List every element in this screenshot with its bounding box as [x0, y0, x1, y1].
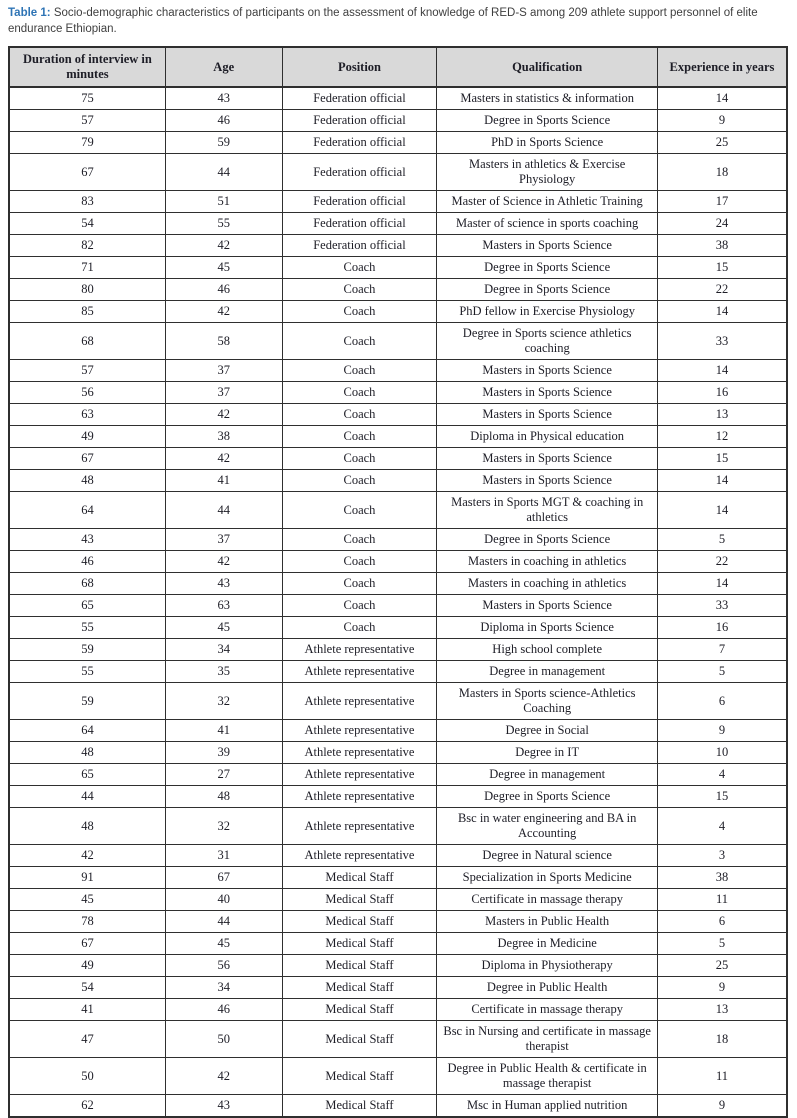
cell-duration: 42 — [9, 845, 165, 867]
cell-position: Medical Staff — [282, 1095, 437, 1118]
table-row — [9, 639, 787, 661]
cell-position: Medical Staff — [282, 889, 437, 911]
table-row — [9, 845, 787, 867]
cell-age: 41 — [165, 720, 282, 742]
table-row — [9, 808, 787, 845]
table-row — [9, 1095, 787, 1118]
table-row — [9, 448, 787, 470]
cell-age: 42 — [165, 301, 282, 323]
table-row — [9, 617, 787, 639]
cell-experience: 18 — [657, 154, 787, 191]
cell-qualification: Msc in Human applied nutrition — [437, 1095, 658, 1118]
table-row — [9, 661, 787, 683]
table-row — [9, 382, 787, 404]
cell-position: Medical Staff — [282, 1058, 437, 1095]
table-row — [9, 683, 787, 720]
cell-qualification: PhD in Sports Science — [437, 132, 658, 154]
table-row — [9, 279, 787, 301]
column-header-duration: Duration of interview in minutes — [9, 47, 165, 87]
cell-position: Federation official — [282, 87, 437, 110]
cell-experience: 5 — [657, 661, 787, 683]
cell-qualification: Degree in Sports Science — [437, 529, 658, 551]
cell-age: 43 — [165, 87, 282, 110]
cell-duration: 55 — [9, 617, 165, 639]
cell-experience: 17 — [657, 191, 787, 213]
table-row — [9, 1058, 787, 1095]
table-row — [9, 529, 787, 551]
cell-duration: 62 — [9, 1095, 165, 1118]
cell-experience: 11 — [657, 889, 787, 911]
cell-age: 58 — [165, 323, 282, 360]
cell-age: 48 — [165, 786, 282, 808]
cell-position: Coach — [282, 404, 437, 426]
cell-qualification: Masters in athletics & Exercise Physiology — [437, 154, 658, 191]
cell-position: Coach — [282, 279, 437, 301]
table-row — [9, 191, 787, 213]
cell-experience: 38 — [657, 235, 787, 257]
cell-experience: 14 — [657, 470, 787, 492]
table-row — [9, 404, 787, 426]
cell-duration: 59 — [9, 683, 165, 720]
cell-qualification: Specialization in Sports Medicine — [437, 867, 658, 889]
cell-age: 42 — [165, 448, 282, 470]
cell-experience: 6 — [657, 911, 787, 933]
cell-position: Athlete representative — [282, 683, 437, 720]
cell-age: 34 — [165, 977, 282, 999]
table-row — [9, 867, 787, 889]
cell-position: Coach — [282, 301, 437, 323]
cell-qualification: Degree in Public Health — [437, 977, 658, 999]
table-row — [9, 573, 787, 595]
cell-age: 67 — [165, 867, 282, 889]
cell-duration: 48 — [9, 742, 165, 764]
cell-duration: 54 — [9, 213, 165, 235]
cell-qualification: Degree in management — [437, 661, 658, 683]
cell-age: 42 — [165, 404, 282, 426]
cell-experience: 4 — [657, 808, 787, 845]
cell-duration: 49 — [9, 426, 165, 448]
cell-qualification: Masters in Sports Science — [437, 404, 658, 426]
cell-position: Coach — [282, 382, 437, 404]
cell-position: Medical Staff — [282, 933, 437, 955]
cell-duration: 67 — [9, 154, 165, 191]
cell-qualification: Masters in Sports Science — [437, 448, 658, 470]
cell-duration: 48 — [9, 808, 165, 845]
cell-position: Coach — [282, 257, 437, 279]
cell-qualification: Masters in Sports MGT & coaching in athletics — [437, 492, 658, 529]
cell-duration: 64 — [9, 720, 165, 742]
cell-experience: 7 — [657, 639, 787, 661]
cell-qualification: Certificate in massage therapy — [437, 999, 658, 1021]
cell-position: Athlete representative — [282, 764, 437, 786]
cell-position: Athlete representative — [282, 720, 437, 742]
cell-position: Athlete representative — [282, 808, 437, 845]
cell-experience: 14 — [657, 360, 787, 382]
participants-table — [8, 46, 788, 1118]
cell-position: Athlete representative — [282, 639, 437, 661]
cell-age: 45 — [165, 257, 282, 279]
column-header-qualification: Qualification — [437, 47, 658, 87]
cell-age: 46 — [165, 110, 282, 132]
cell-duration: 83 — [9, 191, 165, 213]
cell-experience: 16 — [657, 617, 787, 639]
cell-age: 42 — [165, 551, 282, 573]
table-row — [9, 301, 787, 323]
cell-duration: 46 — [9, 551, 165, 573]
cell-qualification: Degree in Social — [437, 720, 658, 742]
cell-experience: 33 — [657, 595, 787, 617]
cell-qualification: Masters in coaching in athletics — [437, 573, 658, 595]
column-header-age: Age — [165, 47, 282, 87]
cell-age: 56 — [165, 955, 282, 977]
cell-duration: 68 — [9, 323, 165, 360]
cell-qualification: Masters in Sports Science — [437, 360, 658, 382]
cell-age: 34 — [165, 639, 282, 661]
cell-duration: 64 — [9, 492, 165, 529]
table-row — [9, 742, 787, 764]
cell-position: Medical Staff — [282, 999, 437, 1021]
cell-duration: 59 — [9, 639, 165, 661]
cell-age: 44 — [165, 911, 282, 933]
cell-position: Coach — [282, 426, 437, 448]
table-row — [9, 595, 787, 617]
cell-age: 46 — [165, 279, 282, 301]
table-row — [9, 764, 787, 786]
cell-qualification: Masters in Sports Science — [437, 470, 658, 492]
cell-experience: 24 — [657, 213, 787, 235]
cell-position: Medical Staff — [282, 977, 437, 999]
cell-duration: 68 — [9, 573, 165, 595]
cell-experience: 33 — [657, 323, 787, 360]
cell-position: Coach — [282, 492, 437, 529]
cell-duration: 57 — [9, 360, 165, 382]
cell-experience: 13 — [657, 404, 787, 426]
cell-experience: 3 — [657, 845, 787, 867]
table-row — [9, 933, 787, 955]
cell-age: 59 — [165, 132, 282, 154]
cell-age: 42 — [165, 1058, 282, 1095]
cell-qualification: Bsc in Nursing and certificate in massage therapist — [437, 1021, 658, 1058]
cell-experience: 22 — [657, 551, 787, 573]
cell-experience: 5 — [657, 529, 787, 551]
cell-duration: 67 — [9, 933, 165, 955]
cell-experience: 18 — [657, 1021, 787, 1058]
cell-position: Medical Staff — [282, 911, 437, 933]
table-caption-text: Socio-demographic characteristics of participants on the assessment of knowledge of RED-S among 209 athlete support personnel of elite endurance Ethiopian. — [8, 7, 758, 36]
cell-age: 32 — [165, 683, 282, 720]
cell-experience: 25 — [657, 955, 787, 977]
cell-qualification: Diploma in Physical education — [437, 426, 658, 448]
cell-qualification: Diploma in Physiotherapy — [437, 955, 658, 977]
cell-qualification: Masters in coaching in athletics — [437, 551, 658, 573]
cell-qualification: High school complete — [437, 639, 658, 661]
cell-duration: 54 — [9, 977, 165, 999]
cell-age: 31 — [165, 845, 282, 867]
cell-age: 37 — [165, 382, 282, 404]
table-row — [9, 323, 787, 360]
cell-qualification: Degree in Sports Science — [437, 110, 658, 132]
cell-age: 38 — [165, 426, 282, 448]
cell-age: 45 — [165, 617, 282, 639]
cell-position: Athlete representative — [282, 845, 437, 867]
cell-position: Federation official — [282, 191, 437, 213]
table-row — [9, 132, 787, 154]
table-row — [9, 889, 787, 911]
cell-duration: 65 — [9, 595, 165, 617]
cell-duration: 57 — [9, 110, 165, 132]
cell-duration: 80 — [9, 279, 165, 301]
cell-experience: 15 — [657, 448, 787, 470]
table-row — [9, 87, 787, 110]
cell-qualification: Degree in Medicine — [437, 933, 658, 955]
cell-experience: 16 — [657, 382, 787, 404]
cell-duration: 55 — [9, 661, 165, 683]
cell-duration: 78 — [9, 911, 165, 933]
cell-qualification: Degree in Sports Science — [437, 786, 658, 808]
table-row — [9, 999, 787, 1021]
cell-age: 41 — [165, 470, 282, 492]
cell-position: Coach — [282, 448, 437, 470]
cell-experience: 22 — [657, 279, 787, 301]
cell-experience: 14 — [657, 87, 787, 110]
cell-duration: 47 — [9, 1021, 165, 1058]
cell-duration: 49 — [9, 955, 165, 977]
table-row — [9, 911, 787, 933]
table-row — [9, 470, 787, 492]
cell-duration: 56 — [9, 382, 165, 404]
cell-qualification: Degree in IT — [437, 742, 658, 764]
table-row — [9, 1021, 787, 1058]
cell-duration: 79 — [9, 132, 165, 154]
table-row — [9, 786, 787, 808]
cell-qualification: Masters in statistics & information — [437, 87, 658, 110]
table-row — [9, 551, 787, 573]
cell-experience: 25 — [657, 132, 787, 154]
cell-duration: 63 — [9, 404, 165, 426]
table-row — [9, 977, 787, 999]
cell-experience: 12 — [657, 426, 787, 448]
cell-age: 39 — [165, 742, 282, 764]
cell-duration: 41 — [9, 999, 165, 1021]
cell-position: Federation official — [282, 154, 437, 191]
cell-position: Coach — [282, 529, 437, 551]
cell-position: Medical Staff — [282, 955, 437, 977]
cell-position: Federation official — [282, 110, 437, 132]
cell-age: 44 — [165, 492, 282, 529]
cell-experience: 4 — [657, 764, 787, 786]
table-caption — [8, 5, 789, 37]
cell-position: Coach — [282, 360, 437, 382]
cell-experience: 38 — [657, 867, 787, 889]
cell-position: Medical Staff — [282, 867, 437, 889]
cell-duration: 85 — [9, 301, 165, 323]
cell-experience: 5 — [657, 933, 787, 955]
cell-age: 32 — [165, 808, 282, 845]
table-body — [9, 87, 787, 1117]
cell-duration: 44 — [9, 786, 165, 808]
table-row — [9, 955, 787, 977]
cell-duration: 50 — [9, 1058, 165, 1095]
cell-duration: 82 — [9, 235, 165, 257]
cell-duration: 71 — [9, 257, 165, 279]
cell-position: Federation official — [282, 132, 437, 154]
cell-age: 46 — [165, 999, 282, 1021]
cell-age: 55 — [165, 213, 282, 235]
cell-qualification: Master of Science in Athletic Training — [437, 191, 658, 213]
cell-experience: 9 — [657, 1095, 787, 1118]
cell-position: Athlete representative — [282, 661, 437, 683]
cell-age: 63 — [165, 595, 282, 617]
cell-qualification: PhD fellow in Exercise Physiology — [437, 301, 658, 323]
cell-duration: 65 — [9, 764, 165, 786]
column-header-position: Position — [282, 47, 437, 87]
cell-duration: 43 — [9, 529, 165, 551]
table-row — [9, 110, 787, 132]
cell-age: 42 — [165, 235, 282, 257]
cell-experience: 10 — [657, 742, 787, 764]
cell-experience: 11 — [657, 1058, 787, 1095]
cell-qualification: Diploma in Sports Science — [437, 617, 658, 639]
cell-position: Federation official — [282, 213, 437, 235]
cell-qualification: Bsc in water engineering and BA in Accounting — [437, 808, 658, 845]
cell-age: 27 — [165, 764, 282, 786]
cell-experience: 15 — [657, 786, 787, 808]
header-row — [9, 47, 787, 87]
cell-qualification: Masters in Sports Science — [437, 595, 658, 617]
cell-qualification: Masters in Sports Science — [437, 382, 658, 404]
cell-position: Coach — [282, 595, 437, 617]
cell-qualification: Degree in Public Health & certificate in massage therapist — [437, 1058, 658, 1095]
cell-qualification: Degree in management — [437, 764, 658, 786]
cell-position: Athlete representative — [282, 742, 437, 764]
cell-position: Athlete representative — [282, 786, 437, 808]
cell-position: Coach — [282, 573, 437, 595]
column-header-experience: Experience in years — [657, 47, 787, 87]
cell-age: 37 — [165, 360, 282, 382]
cell-experience: 9 — [657, 977, 787, 999]
table-row — [9, 360, 787, 382]
cell-age: 44 — [165, 154, 282, 191]
table-row — [9, 235, 787, 257]
cell-position: Coach — [282, 470, 437, 492]
cell-age: 37 — [165, 529, 282, 551]
cell-experience: 9 — [657, 720, 787, 742]
cell-experience: 14 — [657, 573, 787, 595]
cell-qualification: Degree in Sports Science — [437, 279, 658, 301]
cell-duration: 75 — [9, 87, 165, 110]
cell-duration: 91 — [9, 867, 165, 889]
cell-qualification: Masters in Public Health — [437, 911, 658, 933]
cell-age: 43 — [165, 1095, 282, 1118]
cell-qualification: Master of science in sports coaching — [437, 213, 658, 235]
cell-experience: 14 — [657, 301, 787, 323]
cell-duration: 45 — [9, 889, 165, 911]
cell-position: Federation official — [282, 235, 437, 257]
table-row — [9, 257, 787, 279]
cell-age: 45 — [165, 933, 282, 955]
cell-position: Coach — [282, 617, 437, 639]
cell-experience: 15 — [657, 257, 787, 279]
table-row — [9, 154, 787, 191]
cell-position: Coach — [282, 551, 437, 573]
cell-age: 40 — [165, 889, 282, 911]
cell-duration: 48 — [9, 470, 165, 492]
cell-position: Medical Staff — [282, 1021, 437, 1058]
table-row — [9, 213, 787, 235]
cell-duration: 67 — [9, 448, 165, 470]
cell-experience: 6 — [657, 683, 787, 720]
cell-qualification: Masters in Sports science-Athletics Coaching — [437, 683, 658, 720]
cell-qualification: Degree in Natural science — [437, 845, 658, 867]
table-row — [9, 426, 787, 448]
cell-qualification: Degree in Sports science athletics coaching — [437, 323, 658, 360]
cell-position: Coach — [282, 323, 437, 360]
table-row — [9, 720, 787, 742]
cell-experience: 13 — [657, 999, 787, 1021]
cell-qualification: Masters in Sports Science — [437, 235, 658, 257]
cell-age: 51 — [165, 191, 282, 213]
cell-age: 43 — [165, 573, 282, 595]
cell-qualification: Degree in Sports Science — [437, 257, 658, 279]
cell-age: 50 — [165, 1021, 282, 1058]
cell-age: 35 — [165, 661, 282, 683]
cell-experience: 9 — [657, 110, 787, 132]
cell-experience: 14 — [657, 492, 787, 529]
table-caption-label: Table 1: — [8, 7, 51, 19]
table-row — [9, 492, 787, 529]
cell-qualification: Certificate in massage therapy — [437, 889, 658, 911]
